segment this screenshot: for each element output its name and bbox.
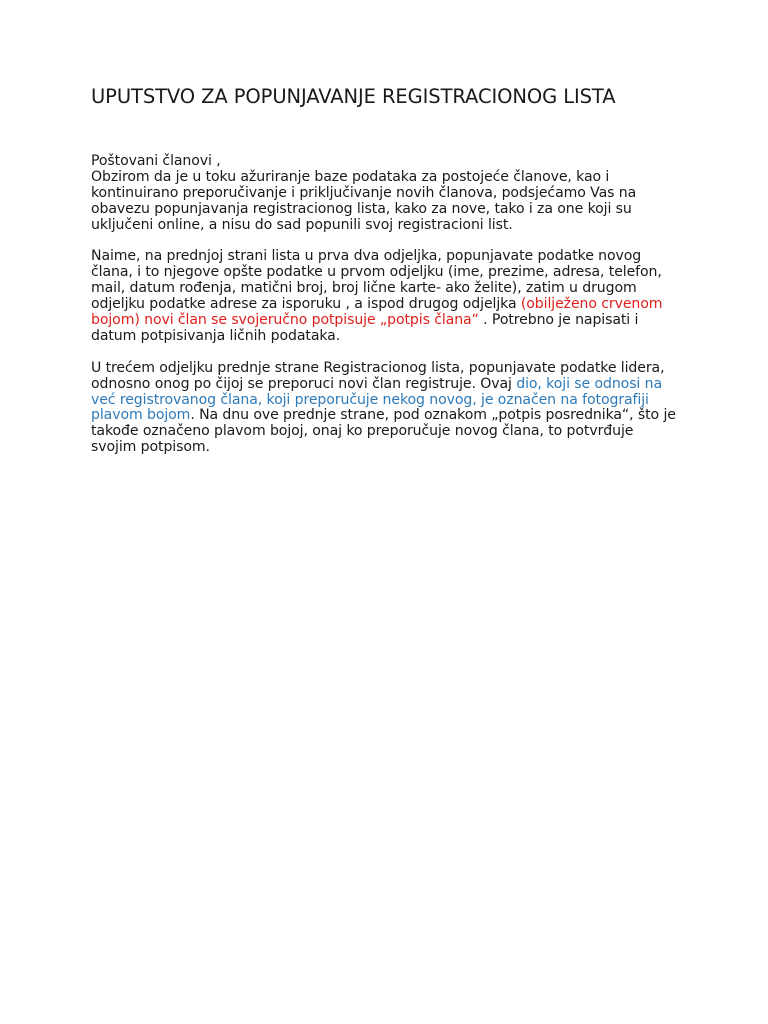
- red-highlight-text: (obilježeno crvenom bojom) novi član se svojeručno potpisuje „potpis člana“: [91, 296, 663, 329]
- paragraph-first-section-text-end: . Potrebno je napisati i datum potpisivanja ličnih podataka.: [91, 312, 639, 344]
- paragraph-third-section-text-end: . Na dnu ove prednje strane, pod oznakom „potpis posrednika“, što je takođe označeno plavom bojoj, onaj ko preporučuje novog člana, to potvrđuje svojim potpisom.: [91, 407, 676, 456]
- paragraph-intro: Obzirom da je u toku ažuriranje baze podataka za postojeće članove, kao i kontinuirano preporučivanje i priključivanje novih članova, podsjećamo Vas na obavezu popunjavanja registracionog lista, kako za nove, tako i za one koji su uključeni online, a nisu do sad popunili svoj registracioni list.: [91, 168, 637, 233]
- paragraph-third-section-text: U trećem odjeljku prednje strane Registracionog lista, popunjavate podatke lidera, odnosno onog po čijoj se preporuci novi član registruje. Ovaj: [91, 359, 665, 392]
- paragraph-third-section: [91, 361, 681, 456]
- greeting: Poštovani članovi ,: [91, 153, 221, 169]
- blue-highlight-text: dio, koji se odnosi na već registrovanog člana, koji preporučuje nekog novog, je označen na fotografiji plavom bojom: [91, 375, 662, 424]
- document-title: UPUTSTVO ZA POPUNJAVANJE REGISTRACIONOG LISTA: [91, 85, 616, 108]
- paragraph-first-section-text: Naime, na prednjoj strani lista u prva dva odjeljka, popunjavate podatke novog člana, i to njegove opšte podatke u prvom odjeljku (ime, prezime, adresa, telefon, mail, datum rođenja, matični broj, broj lične karte- ako želite), zatim u drugom odjeljku podatke adrese za isporuku , a ispod drugog odjeljka: [91, 248, 662, 313]
- document-page: [91, 84, 681, 456]
- document-body: [91, 154, 681, 456]
- paragraph-first-section: [91, 249, 681, 344]
